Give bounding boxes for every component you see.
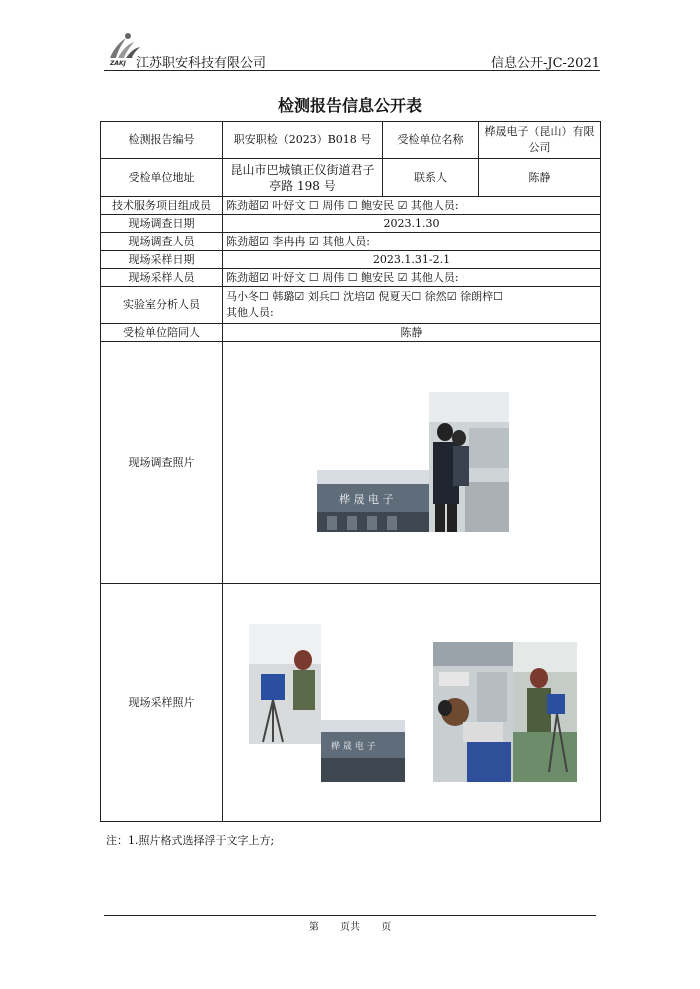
table-row xyxy=(101,215,601,233)
escort-value: 陈静 xyxy=(223,324,601,342)
sampling-staff-value: 陈劲超☑ 叶妤文 ☐ 周伟 ☐ 鲍安民 ☑ 其他人员: xyxy=(223,269,601,287)
document-code: 信息公开-JC-2021 xyxy=(490,56,600,71)
lab-value-line1: 马小冬☐ 韩璐☑ 刘兵☐ 沈培☑ 倪夏天☐ 徐然☑ 徐朗梓☐ xyxy=(226,290,504,303)
footer-page-suffix: 页 xyxy=(381,922,392,933)
building-sign-photo xyxy=(317,470,445,532)
report-info-table xyxy=(100,121,601,822)
building-sign-text: 桦 晟 电 子 xyxy=(339,493,394,506)
report-no-value: 职安职检（2023）B018 号 xyxy=(223,122,383,159)
table-row xyxy=(101,122,601,159)
footer-page-middle: 页共 xyxy=(340,922,360,933)
escort-label: 受检单位陪同人 xyxy=(101,324,223,342)
lab-value xyxy=(223,287,601,324)
table-row xyxy=(101,197,601,215)
table-row xyxy=(101,324,601,342)
survey-staff-value: 陈劲超☑ 李冉冉 ☑ 其他人员: xyxy=(223,233,601,251)
report-no-label: 检测报告编号 xyxy=(101,122,223,159)
table-row xyxy=(101,342,601,584)
contact-value: 陈静 xyxy=(479,159,601,197)
sampling-photos-label: 现场采样照片 xyxy=(101,584,223,822)
sampler-photo-2 xyxy=(433,642,513,782)
address-value: 昆山市巴城镇正仪街道君子亭路 198 号 xyxy=(223,159,383,197)
survey-date-value: 2023.1.30 xyxy=(223,215,601,233)
survey-photos-label: 现场调查照片 xyxy=(101,342,223,584)
footnote: 注：1.照片格式选择浮于文字上方; xyxy=(106,834,275,847)
survey-date-label: 现场调查日期 xyxy=(101,215,223,233)
lab-label: 实验室分析人员 xyxy=(101,287,223,324)
table-row xyxy=(101,287,601,324)
footer-page-prefix: 第 xyxy=(308,922,319,933)
table-row xyxy=(101,251,601,269)
sampler-photo-3 xyxy=(513,642,577,782)
address-label: 受检单位地址 xyxy=(101,159,223,197)
table-row xyxy=(101,269,601,287)
sampling-photos-cell xyxy=(223,584,601,822)
table-row xyxy=(101,233,601,251)
survey-photos-cell xyxy=(223,342,601,584)
lab-value-line2: 其他人员: xyxy=(226,306,274,319)
table-row xyxy=(101,159,601,197)
header-divider xyxy=(104,70,600,71)
footer-divider xyxy=(104,915,596,916)
logo-text: ZAKJ xyxy=(110,60,126,67)
team-label: 技术服务项目组成员 xyxy=(101,197,223,215)
survey-staff-label: 现场调查人员 xyxy=(101,233,223,251)
table-row xyxy=(101,584,601,822)
building-sign-text-2: 桦 晟 电 子 xyxy=(331,742,376,752)
workshop-survey-photo xyxy=(429,392,509,532)
company-name: 江苏职安科技有限公司 xyxy=(136,56,267,71)
page-footer xyxy=(0,918,700,933)
team-value: 陈劲超☑ 叶妤文 ☐ 周伟 ☐ 鲍安民 ☑ 其他人员: xyxy=(223,197,601,215)
sampling-date-label: 现场采样日期 xyxy=(101,251,223,269)
sampler-photo-1 xyxy=(249,624,321,744)
sampling-staff-label: 现场采样人员 xyxy=(101,269,223,287)
unit-name-label: 受检单位名称 xyxy=(383,122,479,159)
contact-label: 联系人 xyxy=(383,159,479,197)
page-title: 检测报告信息公开表 xyxy=(277,96,422,115)
building-sign-photo-2 xyxy=(321,720,405,782)
page-header xyxy=(104,30,600,72)
unit-name-value: 桦晟电子（昆山）有限公司 xyxy=(479,122,601,159)
sampling-date-value: 2023.1.31-2.1 xyxy=(223,251,601,269)
